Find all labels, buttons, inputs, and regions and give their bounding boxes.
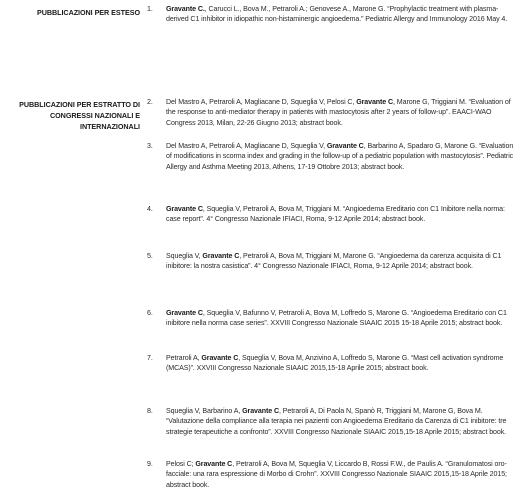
entry-highlighted-author: Gravante C bbox=[202, 252, 240, 260]
abstract-entry bbox=[147, 204, 519, 225]
entry-number: 1. bbox=[147, 5, 153, 13]
entry-citation: , Marone G, Triggiani M. “Evaluation of the response to anti-mediator therapy in patients with mastocytosis after 2 years of follow-up”. EAACI-WAO Congress 2013, Milan, 22-26 Giugno 2013; abstract book. bbox=[166, 98, 511, 127]
publication-entry bbox=[147, 4, 519, 25]
entry-citation: , Squeglia V, Bova M, Anzivino A, Loffredo S, Marone G. “Mast cell activation syndrome (MCAS)”. XXVIII Congresso Nazionale SIAAIC 2015,15-18 Aprile 2015; abstract book. bbox=[166, 354, 504, 373]
entry-authors-pre: Petraroli A, bbox=[166, 354, 202, 362]
entry-text bbox=[166, 204, 519, 225]
entry-highlighted-author: Gravante C bbox=[201, 354, 239, 362]
section-label-congress-abstracts bbox=[10, 99, 140, 132]
section-label-text: PUBBLICAZIONI PER ESTESO bbox=[36, 8, 140, 17]
entry-number: 2. bbox=[147, 98, 153, 106]
abstract-entry bbox=[147, 406, 519, 437]
abstract-entry bbox=[147, 308, 519, 329]
entry-citation: , Carucci L., Bova M., Petraroli A.; Genovese A., Marone G. “Prophylactic treatment with plasma-derived C1 inhibitor in idiopathic non-histaminergic angioedema.” Pediatric Allergy and Immunology 2016 May 4. bbox=[166, 5, 508, 24]
entry-citation: , Squeglia V, Petraroli A, Bova M, Triggiani M. “Angioedema Ereditario con C1 Inibitore nella norma: case report”. 4° Congresso Nazionale IFIACI, Roma, 9-12 Aprile 2014; abstract book. bbox=[166, 205, 505, 224]
entry-citation: , Barbarino A, Spadaro G, Marone G. “Evaluation of modifications in scorma index and grading in the follow-up of a pediatric population with mastocytosis”. Pediatric Allergy and Asthma Meeting 2013, Athens, 17-19 Ottobre 2013; abstract book. bbox=[166, 142, 514, 171]
entry-highlighted-author: Gravante C bbox=[166, 309, 203, 317]
entry-highlighted-author: Gravante C bbox=[242, 407, 279, 415]
entry-number: 6. bbox=[147, 309, 153, 317]
entry-number: 8. bbox=[147, 407, 153, 415]
entry-highlighted-author: Gravante C bbox=[166, 205, 203, 213]
entry-number: 4. bbox=[147, 205, 153, 213]
abstract-entry bbox=[147, 97, 519, 128]
abstract-entry bbox=[147, 353, 519, 374]
entry-text bbox=[166, 406, 519, 437]
entry-text bbox=[166, 251, 519, 272]
entry-text bbox=[166, 141, 519, 172]
entry-number: 5. bbox=[147, 252, 153, 260]
entry-text bbox=[166, 97, 519, 128]
entry-authors-pre: Squeglia V, Barbarino A, bbox=[166, 407, 243, 415]
entry-number: 3. bbox=[147, 142, 153, 150]
entry-text bbox=[166, 459, 519, 490]
entry-number: 9. bbox=[147, 460, 153, 468]
entry-citation: , Petraroli A, Bova M, Squeglia V, Liccardo B, Rossi F.W., de Paulis A. “Granulomatosi oro-facciale: una rara espressione di Morbo di Crohn”. XXVIII Congresso Nazionale SIAAIC 2015,15-18 Aprile 2015; abstract book. bbox=[166, 460, 507, 489]
section-label-full-publications bbox=[0, 7, 140, 18]
abstract-entry bbox=[147, 459, 519, 490]
entry-text bbox=[166, 308, 519, 329]
entry-highlighted-author: Gravante C bbox=[195, 460, 233, 468]
entry-authors-pre: Del Mastro A, Petraroli A, Magliacane D, Squeglia V, Pelosi C, bbox=[166, 98, 357, 106]
entry-authors-pre: Squeglia V, bbox=[166, 252, 203, 260]
abstract-entry bbox=[147, 141, 519, 172]
entry-authors-pre: Pelosi C; bbox=[166, 460, 196, 468]
section-label-text: PUBBLICAZIONI PER ESTRATTO DI CONGRESSI NAZIONALI E INTERNAZIONALI bbox=[19, 100, 140, 131]
entry-highlighted-author: Gravante C bbox=[356, 98, 394, 106]
entry-highlighted-author: Gravante C. bbox=[166, 5, 205, 13]
entry-number: 7. bbox=[147, 354, 153, 362]
entry-text bbox=[166, 4, 519, 25]
entry-text bbox=[166, 353, 519, 374]
entry-citation: , Petraroli A, Di Paola N, Spanò R, Triggiani M, Marone G, Bova M. “Valutazione della compliance alla terapia nei pazienti con Angioedema Ereditario da Carenza di C1 inibitore: tre strategie terapeutiche a confronto”. XXVIII Congresso Nazionale SIAAIC 2015,15-18 Aprile 2015; abstract book. bbox=[166, 407, 507, 436]
entry-citation: , Squeglia V, Bafunno V, Petraroli A, Bova M, Loffredo S, Marone G. “Angioedema Ereditario con C1 inibitore nella norma case series”. XXVIII Congresso Nazionale SIAAIC 2015 15-18 Aprile 2015; abstract book. bbox=[166, 309, 507, 328]
entry-citation: , Petraroli A, Bova M, Triggiani M, Marone G. “Angioedema da carenza acquisita di C1 inibitore: la nostra casistica”. 4° Congresso Nazionale IFIACI, Roma, 9-12 Aprile 2014; abstract book. bbox=[166, 252, 502, 271]
entry-authors-pre: Del Mastro A, Petraroli A, Magliacane D, Squeglia V, bbox=[166, 142, 327, 150]
entry-highlighted-author: Gravante C bbox=[326, 142, 364, 150]
abstract-entry bbox=[147, 251, 519, 272]
